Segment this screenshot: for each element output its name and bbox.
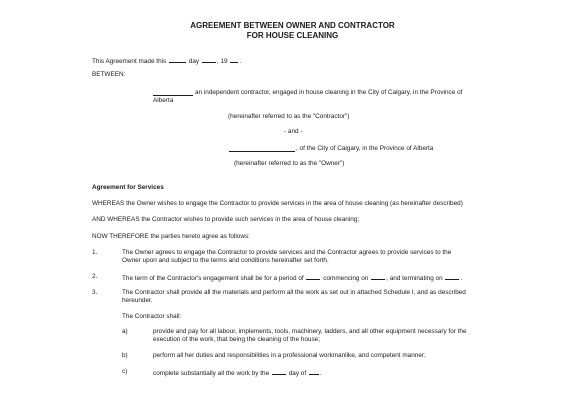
contractor-name-blank[interactable]	[153, 95, 193, 96]
commencing-blank[interactable]	[371, 273, 385, 280]
item-a-line2: execution of the work, that being the cleaning of the house;	[153, 336, 320, 343]
whereas-1: WHEREAS the Owner wishes to engage the Contractor to provide services in the area of house cleaning (as hereinafter described)	[92, 200, 463, 207]
clause-3-line1: The Contractor shall provide all the materials and perform all the work as set out in attached Schedule I, and as described	[122, 289, 466, 296]
contractor-line1: an independent contractor, engaged in house cleaning in the City of Calgary, in the Province of	[195, 89, 463, 96]
completion-day-blank[interactable]	[272, 368, 286, 375]
now-therefore: NOW THEREFORE the parties hereto agree as follows:	[92, 233, 250, 240]
clause-3-line2: hereunder.	[122, 297, 153, 304]
item-a-line1: provide and pay for all labour, implements, tools, machinery, ladders, and all other equipment necessary for the	[153, 328, 467, 335]
owner-reference: (hereinafter referred to as the "Owner")	[234, 160, 345, 167]
item-c-letter: c)	[122, 368, 128, 375]
contractor-line2: Alberta	[153, 97, 174, 104]
section-heading: Agreement for Services	[92, 184, 164, 191]
contractor-shall: The Contractor shall:	[122, 313, 182, 320]
owner-line1: , of the City of Calgary, in the Province of Alberta	[296, 145, 434, 152]
item-a-letter: a)	[122, 328, 128, 335]
clause-3-number: 3.	[92, 289, 98, 296]
terminating-blank[interactable]	[445, 273, 459, 280]
period-blank[interactable]	[306, 273, 320, 280]
clause-1-line2: Owner upon and subject to the terms and conditions hereinafter set forth.	[122, 257, 329, 264]
document-title-line1: AGREEMENT BETWEEN OWNER AND CONTRACTOR	[190, 21, 395, 30]
clause-1-line1: The Owner agrees to engage the Contractor to provide services and the Contractor agrees to provide services to the	[122, 249, 452, 256]
clause-2-number: 2.	[92, 273, 98, 280]
and-separator: - and -	[284, 128, 303, 135]
item-c-text: complete substantially all the work by the day of .	[153, 370, 322, 377]
clause-2-text: The term of the Contractor's engagement shall be for a period of commencing on , and terminating on .	[122, 275, 463, 282]
document-title-line2: FOR HOUSE CLEANING	[246, 31, 339, 40]
clause-1-number: 1.	[92, 249, 98, 256]
month-blank[interactable]	[202, 56, 216, 63]
whereas-2: AND WHEREAS the Contractor wishes to provide such services in the area of house cleaning;	[92, 216, 360, 223]
contractor-reference: (hereinafter referred to as the "Contractor")	[228, 113, 350, 120]
day-blank[interactable]	[169, 56, 186, 63]
item-b-letter: b)	[122, 352, 128, 359]
between-label: BETWEEN:	[92, 71, 126, 78]
completion-month-blank[interactable]	[309, 368, 319, 375]
year-blank[interactable]	[230, 56, 238, 63]
item-b-line1: perform all her duties and responsibilities in a professional workmanlike, and competent manner;	[153, 352, 426, 359]
intro-line: This Agreement made this day , 19 .	[92, 58, 242, 65]
owner-name-blank[interactable]	[229, 151, 295, 152]
